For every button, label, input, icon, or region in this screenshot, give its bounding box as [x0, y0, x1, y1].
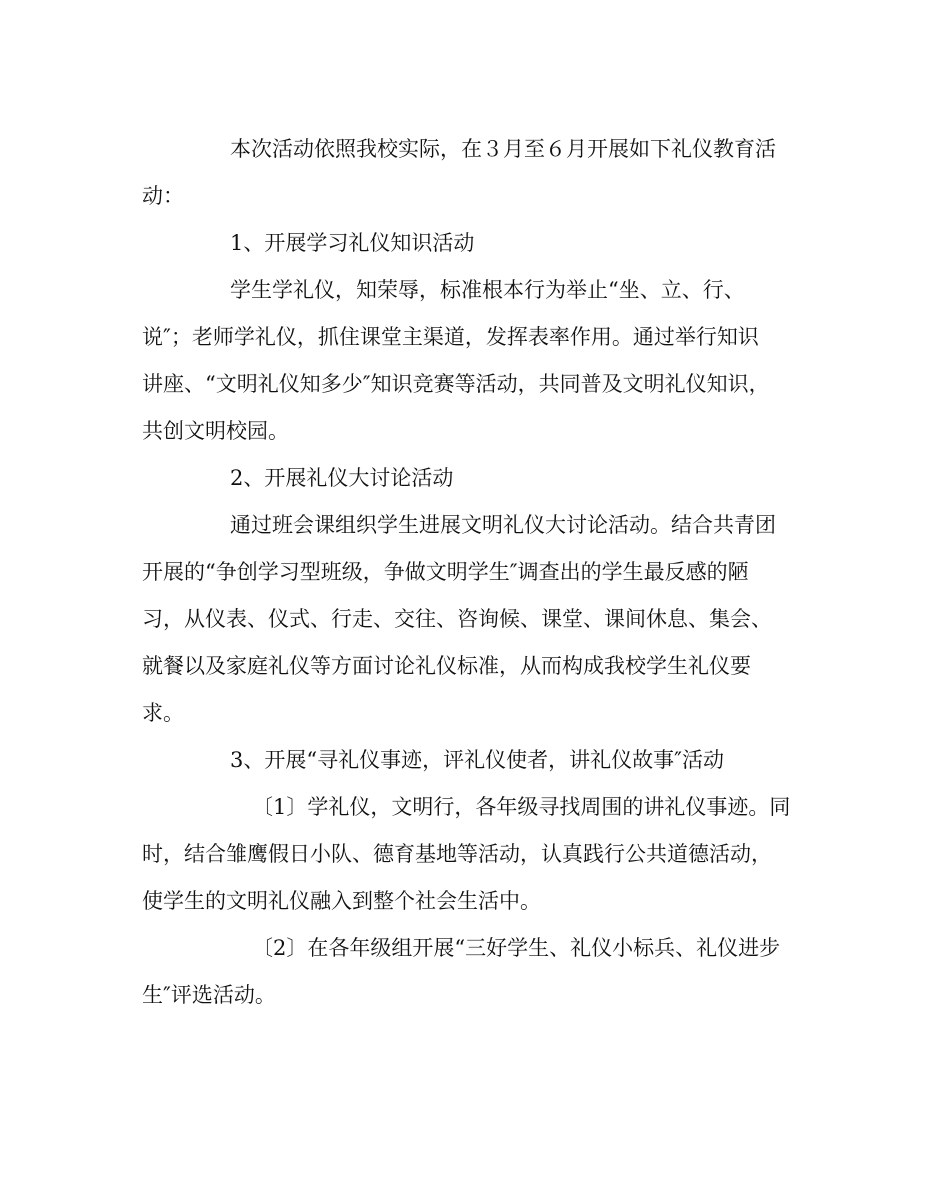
paragraph-line: 讲座、“文明礼仪知多少″知识竞赛等活动，共同普及文明礼仪知识，: [142, 372, 770, 396]
section-heading: 2、开展礼仪大讨论活动: [230, 466, 454, 490]
paragraph-line: 通过班会课组织学生进展文明礼仪大讨论活动。结合共青团: [230, 513, 776, 537]
paragraph-line: 本次活动依照我校实际，在３月至６月开展如下礼仪教育活: [230, 137, 776, 161]
paragraph-line: 共创文明校园。: [142, 419, 289, 443]
paragraph-line: 习，从仪表、仪式、行走、交往、咨询候、课堂、课间休息、集会、: [142, 607, 772, 631]
paragraph-line: 时，结合雏鹰假日小队、德育基地等活动，认真践行公共道德活动，: [142, 842, 772, 866]
document-body: [142, 126, 808, 1019]
list-item-line: 〔2〕在各年级组开展“三好学生、礼仪小标兵、礼仪进步: [252, 936, 781, 960]
paragraph-line: 求。: [142, 701, 184, 725]
paragraph-line: 开展的“争创学习型班级，争做文明学生″调查出的学生最反感的陋: [142, 560, 749, 584]
section-heading: 1、开展学习礼仪知识活动: [230, 231, 475, 255]
paragraph-line: 学生学礼仪，知荣辱，标准根本行为举止“坐、立、行、: [230, 278, 745, 302]
paragraph-line: 动：: [142, 184, 184, 208]
section-heading: 3、开展“寻礼仪事迹，评礼仪使者，讲礼仪故事″活动: [230, 748, 724, 772]
paragraph-line: 就餐以及家庭礼仪等方面讨论礼仪标准，从而构成我校学生礼仪要: [142, 654, 751, 678]
paragraph-line: 说″；老师学礼仪，抓住课堂主渠道，发挥表率作用。通过举行知识: [142, 325, 759, 349]
paragraph-line: 生″评选活动。: [142, 983, 276, 1007]
paragraph-line: 使学生的文明礼仪融入到整个社会生活中。: [142, 889, 541, 913]
list-item-line: 〔1〕学礼仪，文明行，各年级寻找周围的讲礼仪事迹。同: [252, 795, 791, 819]
